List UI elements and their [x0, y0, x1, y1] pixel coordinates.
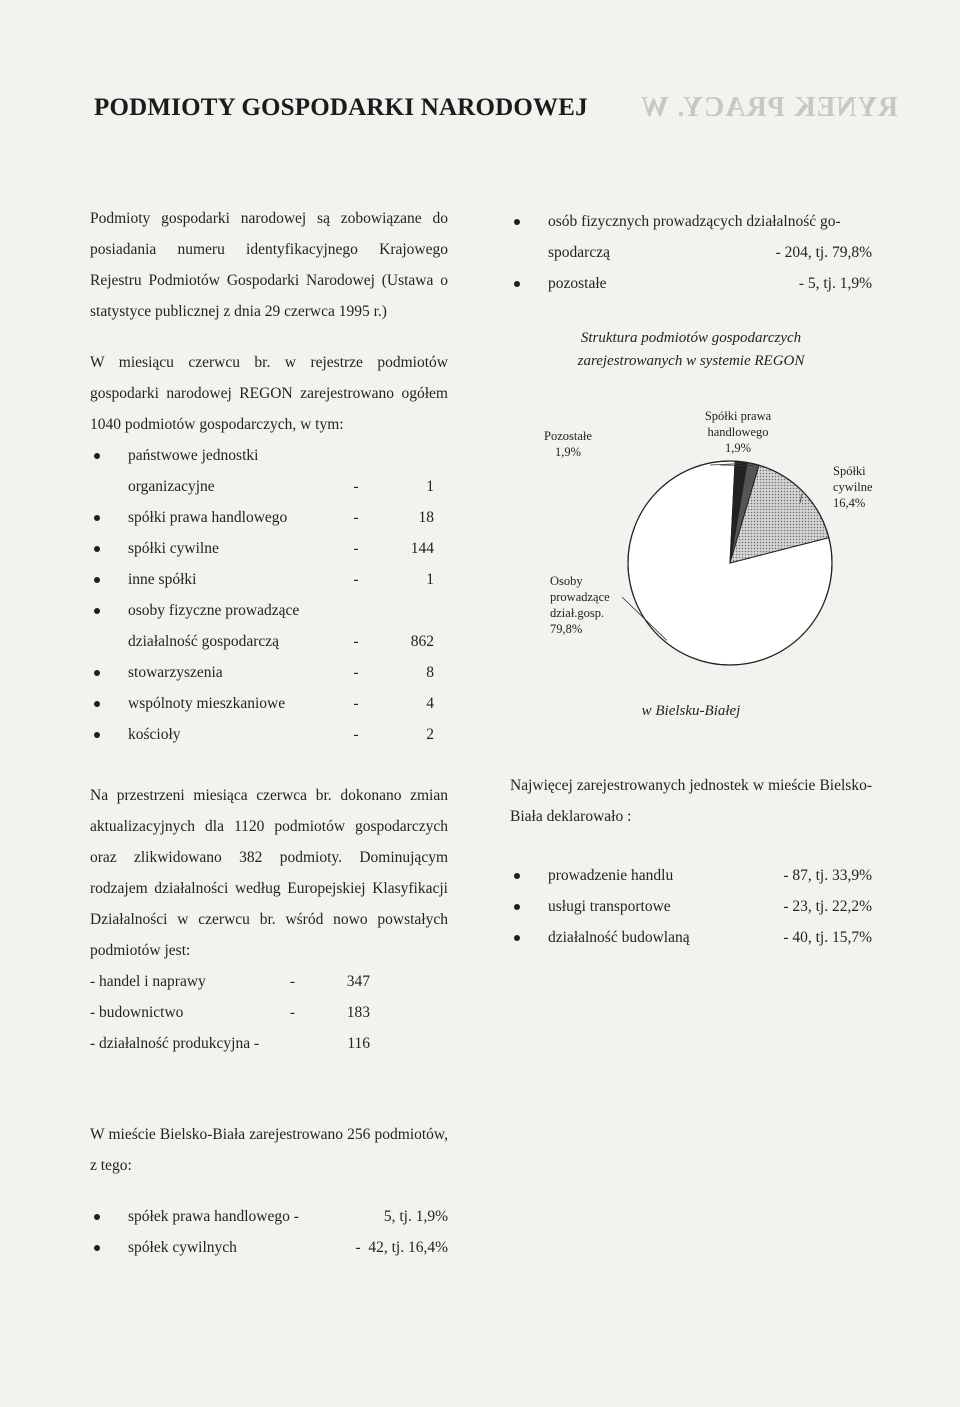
item-label: spodarczą — [548, 244, 610, 261]
list-item — [510, 206, 872, 268]
bullet-icon — [94, 546, 100, 552]
list-item — [90, 502, 448, 533]
list-item — [510, 860, 872, 891]
bullet-icon — [514, 873, 520, 879]
bullet-icon — [94, 1214, 100, 1220]
bullet-icon — [514, 935, 520, 941]
item-value: 144 — [410, 540, 434, 557]
pie-chart-area — [510, 373, 872, 703]
item-dash: - — [289, 973, 296, 990]
bullet-icon — [94, 608, 100, 614]
item-label: spółek prawa handlowego - — [128, 1208, 299, 1225]
item-label: inne spółki — [128, 571, 197, 588]
city-list-continued — [510, 206, 872, 299]
list-item — [90, 564, 448, 595]
item-dash: - — [353, 571, 359, 588]
item-label: państwowe jednostki — [128, 447, 259, 464]
item-label: osób fizycznych prowadzących działalność go- — [548, 213, 841, 230]
chart-title: Struktura podmiotów gospodarczych — [580, 330, 802, 346]
bullet-icon — [94, 1245, 100, 1251]
item-dash: - — [353, 695, 359, 712]
intro-paragraph: Podmioty gospodarki narodowej są zobowiązane do posiadania numeru identyfikacyjnego Krajowego Rejestru Podmiotów Gospodarki Narodowej (Ustawa o statystyce publicznej z dnia 29 czerwca 1995 r.) — [90, 210, 448, 320]
june-paragraph: W miesiącu czerwcu br. w rejestrze podmiotów gospodarki narodowej REGON zarejestrowano ogółem 1040 podmiotów gospodarczych, w tym: — [90, 354, 448, 433]
list-item — [90, 657, 448, 688]
item-row — [128, 471, 448, 502]
pie-chart — [510, 373, 872, 703]
slice-label: Spółki cywilne 16,4% — [833, 464, 872, 510]
list-item — [90, 1201, 448, 1232]
most-registered-paragraph: Najwięcej zarejestrowanych jednostek w mieście Bielsko-Biała deklarowało : — [510, 777, 872, 825]
item-value: 116 — [347, 1035, 370, 1052]
item-label: organizacyjne — [128, 478, 215, 495]
item-label: - działalność produkcyjna - — [90, 1035, 260, 1052]
item-value: - 42, tj. 16,4% — [355, 1239, 448, 1256]
item-value: 2 — [426, 726, 434, 743]
item-value: 183 — [346, 1004, 370, 1021]
changes-paragraph: Na przestrzeni miesiąca czerwca br. dokonano zmian aktualizacyjnych dla 1120 podmiotów gospodarczych oraz zlikwidowano 382 podmioty. Dominującym rodzajem działalności według Europejskiej Klasyfikacji Działalności w czerwcu br. wśród nowo powstałych podmiotów jest: — [90, 787, 448, 959]
bullet-icon — [514, 281, 520, 287]
item-value: - 204, tj. 79,8% — [775, 244, 872, 261]
list-item — [90, 440, 448, 502]
bullet-icon — [94, 577, 100, 583]
item-dash: - — [353, 664, 359, 681]
item-label: spółki prawa handlowego — [128, 509, 288, 526]
item-value: - 23, tj. 22,2% — [783, 898, 872, 915]
right-column — [510, 206, 872, 953]
city-paragraph: W mieście Bielsko-Biała zarejestrowano 256 podmiotów, z tego: — [90, 1126, 448, 1174]
list-item — [90, 533, 448, 564]
item-value: - 5, tj. 1,9% — [798, 275, 872, 292]
item-label: - handel i naprawy — [90, 973, 206, 990]
item-value: 1 — [426, 571, 434, 588]
list-item — [90, 1232, 448, 1263]
item-value: 347 — [346, 973, 370, 990]
slice-label: Osoby prowadzące dział.gosp. 79,8% — [550, 574, 610, 636]
item-label: działalność gospodarczą — [128, 633, 280, 650]
list-item — [90, 966, 448, 997]
list-item — [510, 891, 872, 922]
list-item — [90, 719, 448, 750]
item-dash: - — [353, 726, 359, 743]
item-value: 4 — [426, 695, 434, 712]
item-label: usługi transportowe — [548, 898, 671, 915]
entity-list — [90, 440, 448, 750]
item-value: 8 — [426, 664, 434, 681]
item-dash: - — [353, 633, 359, 650]
item-label: pozostałe — [548, 275, 607, 292]
item-label: - budownictwo — [90, 1004, 184, 1021]
item-dash: - — [353, 540, 359, 557]
list-item — [90, 997, 448, 1028]
item-value: - 40, tj. 15,7% — [783, 929, 872, 946]
item-value: 18 — [418, 509, 434, 526]
bullet-icon — [94, 732, 100, 738]
item-dash — [265, 1028, 320, 1059]
bullet-icon — [94, 670, 100, 676]
city-list — [90, 1201, 448, 1263]
item-label: osoby fizyczne prowadzące — [128, 602, 300, 619]
left-column — [90, 203, 448, 1263]
bullet-icon — [94, 701, 100, 707]
item-label: stowarzyszenia — [128, 664, 223, 681]
list-item — [510, 268, 872, 299]
list-item — [90, 595, 448, 657]
item-label: kościoły — [128, 726, 181, 743]
bullet-icon — [94, 515, 100, 521]
item-value: - 87, tj. 33,9% — [783, 867, 872, 884]
chart-subtitle: zarejestrowanych w systemie REGON — [577, 353, 805, 369]
item-label: prowadzenie handlu — [548, 867, 674, 884]
bullet-icon — [94, 453, 100, 459]
slice-label: Spółki prawa handlowego 1,9% — [704, 409, 772, 455]
item-dash: - — [353, 509, 359, 526]
bullet-icon — [514, 219, 520, 225]
item-label: spółki cywilne — [128, 540, 219, 557]
item-value: 5, tj. 1,9% — [383, 1208, 448, 1225]
item-label: spółek cywilnych — [128, 1239, 237, 1256]
item-value: 1 — [426, 478, 434, 495]
chart-caption: w Bielsku-Białej — [641, 703, 741, 719]
bullet-icon — [514, 904, 520, 910]
list-item — [90, 688, 448, 719]
item-value: 862 — [410, 633, 434, 650]
activity-dash-list — [90, 966, 448, 1059]
list-item — [510, 922, 872, 953]
declared-activity-list — [510, 860, 872, 953]
list-item — [90, 1028, 448, 1059]
page-title: PODMIOTY GOSPODARKI NARODOWEJ — [94, 94, 588, 121]
item-label: działalność budowlaną — [548, 929, 690, 946]
bleed-through-heading: RYNEK PRACY. W — [640, 92, 899, 123]
item-dash: - — [289, 1004, 296, 1021]
item-dash: - — [353, 478, 359, 495]
item-label: wspólnoty mieszkaniowe — [128, 695, 286, 712]
slice-label: Pozostałe 1,9% — [544, 429, 592, 459]
